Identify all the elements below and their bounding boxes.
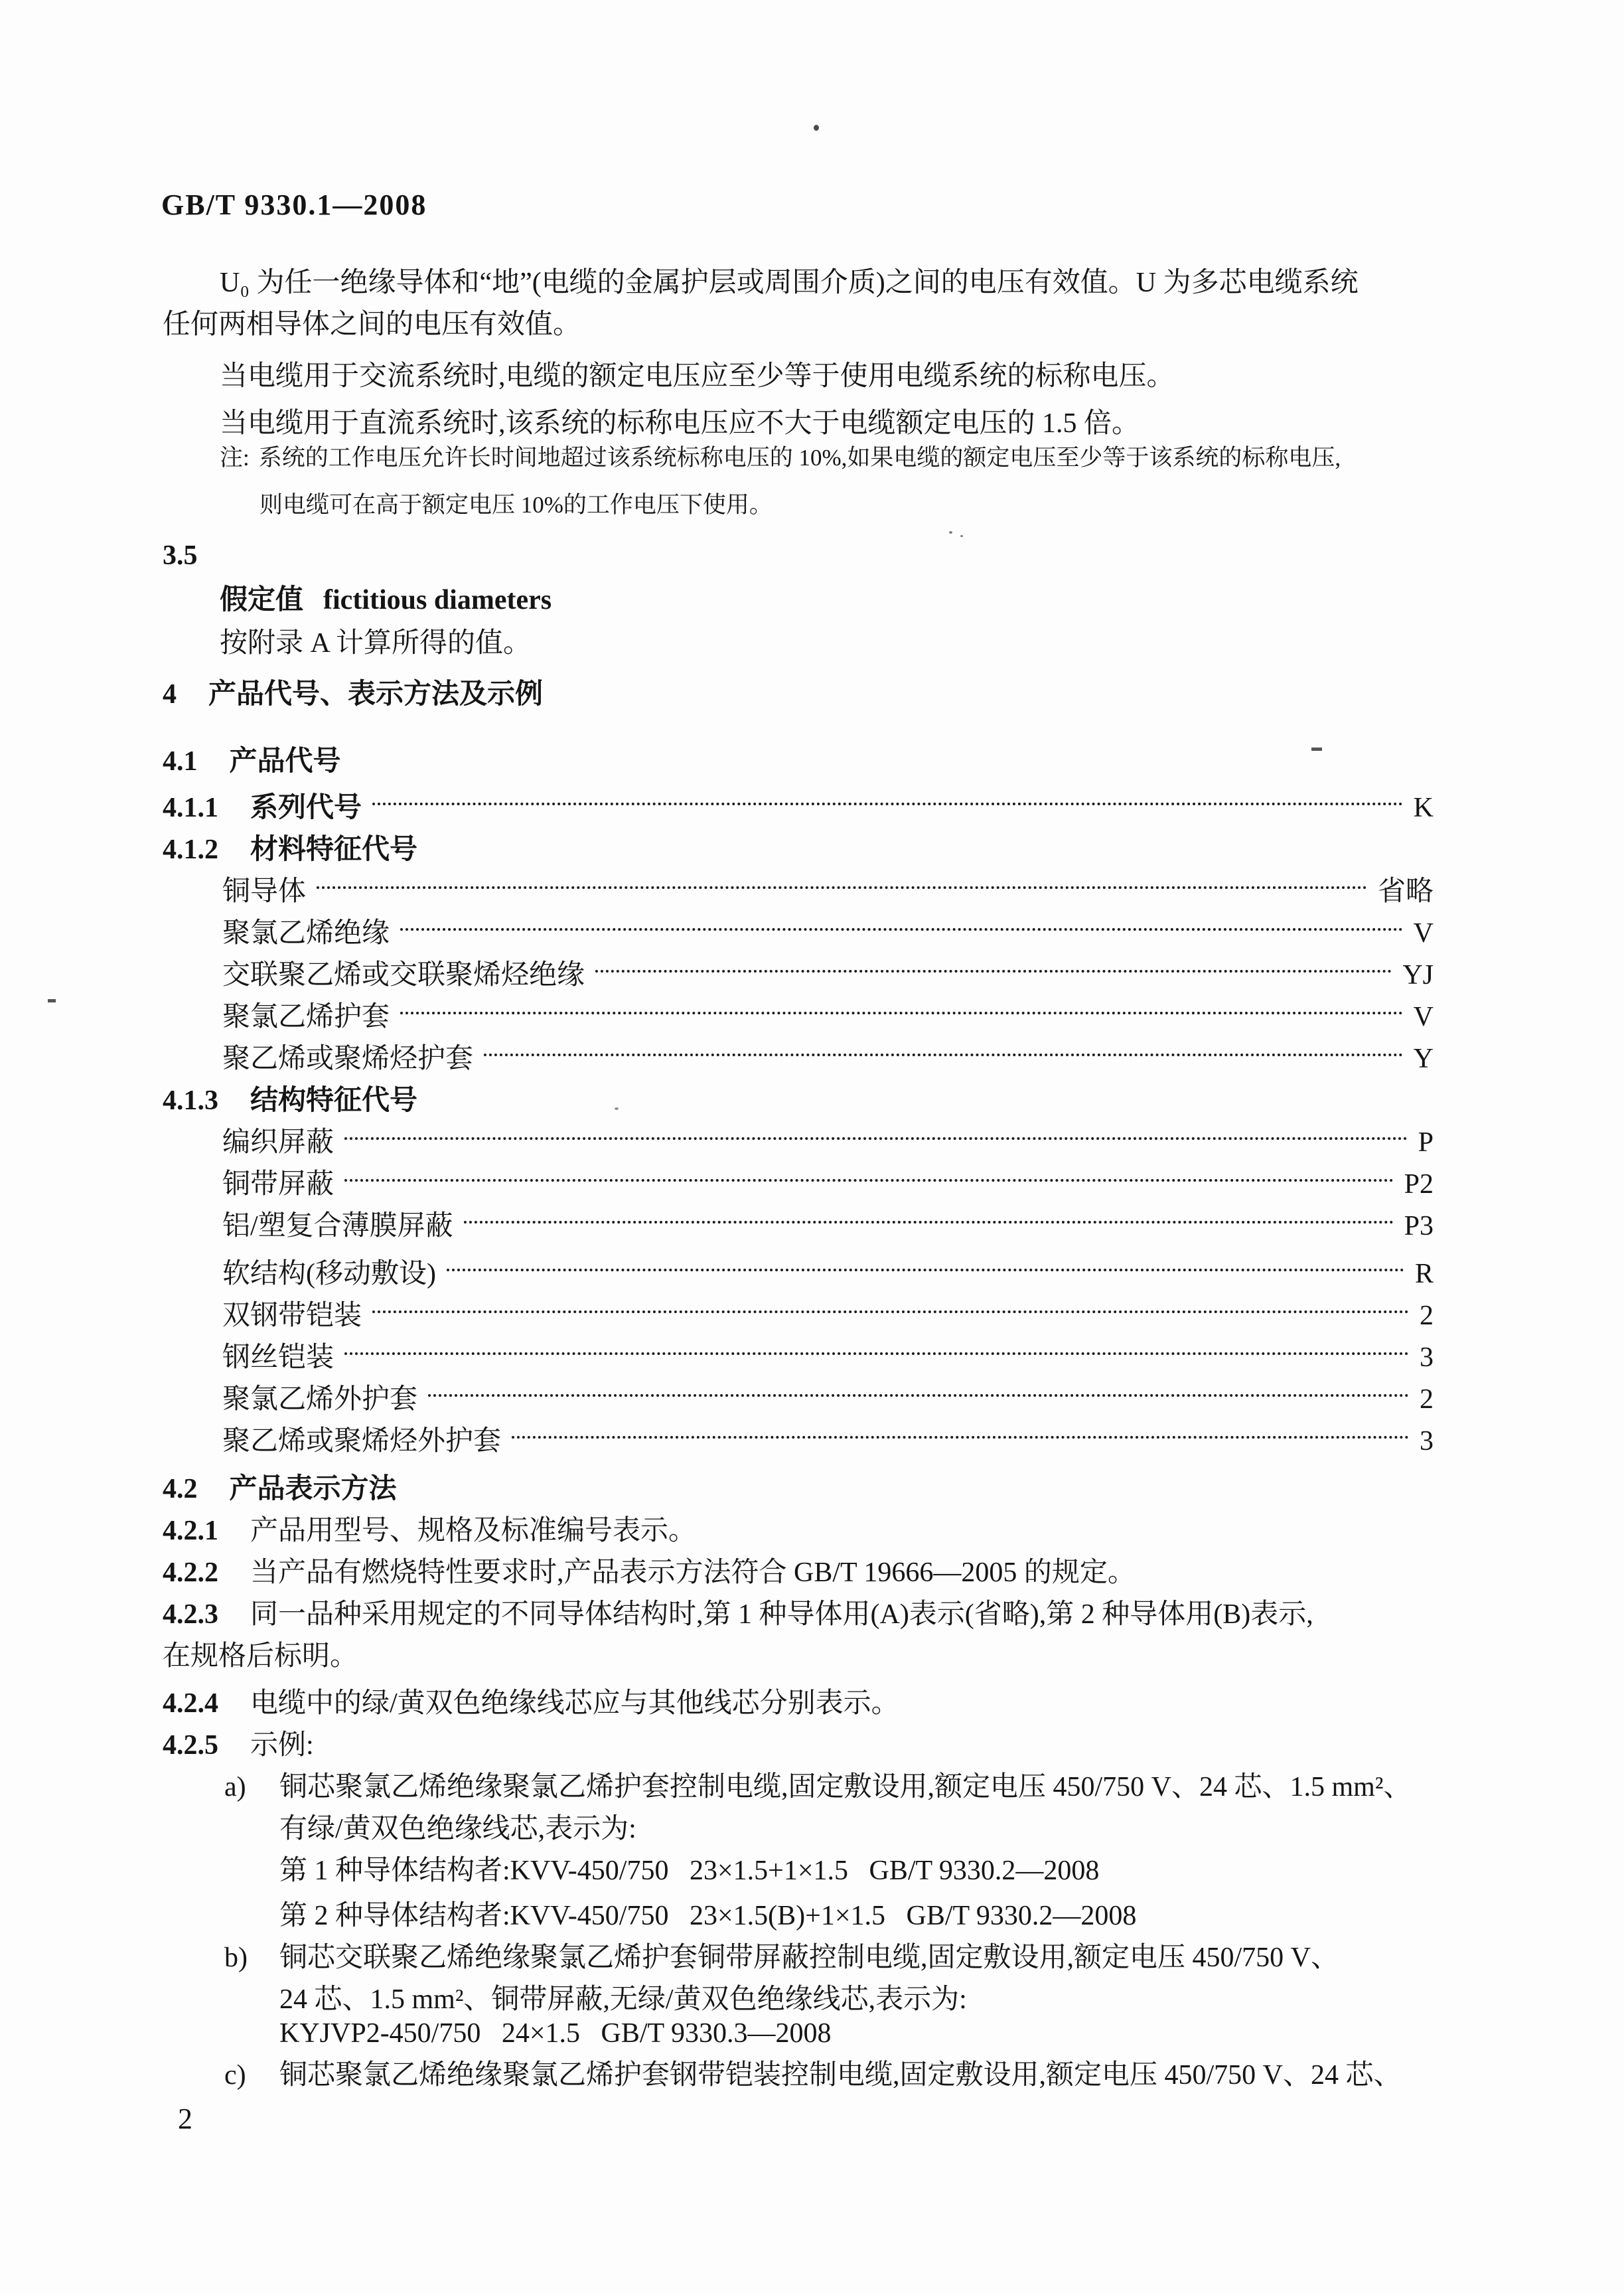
clause-number: 4.1.3 [163, 1085, 218, 1116]
dotted-leader [344, 1352, 1409, 1355]
clause-title: 产品代号、表示方法及示例 [208, 679, 544, 710]
clause-title: 产品表示方法 [229, 1474, 397, 1504]
clause-4-2-1 [163, 1510, 1596, 1552]
clause-title: 产品代号 [229, 746, 341, 777]
scan-artifact [48, 999, 56, 1002]
structure-code-row [222, 1206, 1434, 1247]
note-label: 注: [220, 445, 250, 471]
clause-3-5-number: 3.5 [163, 540, 198, 571]
code-row-label: 双钢带铠装 [222, 1301, 362, 1331]
clause-4-2-4 [163, 1683, 1596, 1725]
structure-code-row [222, 1164, 1434, 1206]
dotted-leader [512, 1436, 1409, 1439]
clause-4-2-3 [163, 1594, 1596, 1636]
material-code-row [222, 996, 1434, 1038]
example-a-line2: 有绿/黄双色绝缘线芯,表示为: [279, 1814, 636, 1844]
clause-text: 当产品有燃烧特性要求时,产品表示方法符合 GB/T 19666—2005 的规定。 [250, 1557, 1136, 1588]
note-text: 系统的工作电压允许长时间地超过该系统标称电压的 10%,如果电缆的额定电压至少等于该系统的标称电压, [258, 445, 1341, 471]
dotted-leader [344, 1179, 1394, 1182]
clause-number: 4.2.5 [163, 1730, 218, 1761]
code-row-label: 聚氯乙烯护套 [222, 1002, 390, 1032]
clause-4-1-3-heading [163, 1080, 1596, 1122]
dotted-leader [344, 1137, 1408, 1140]
code-value: 2 [1420, 1384, 1434, 1415]
clause-4-2-2 [163, 1552, 1596, 1594]
clause-4-2-5 [163, 1725, 1596, 1767]
clause-4-2-heading [163, 1468, 1596, 1510]
clause-number: 4.1.1 [163, 793, 218, 823]
scan-artifact [960, 535, 963, 537]
list-marker: a) [224, 1772, 246, 1802]
dotted-leader [372, 803, 1403, 805]
scan-artifact [1311, 748, 1322, 751]
code-row-label: 软结构(移动敷设) [222, 1259, 436, 1289]
dotted-leader [400, 1012, 1403, 1014]
clause-number: 4.2.4 [163, 1688, 218, 1719]
term-chinese: 假定值 [220, 585, 304, 615]
example-b-designation: KYJVP2-450/750 24×1.5 GB/T 9330.3—2008 [279, 2018, 832, 2049]
clause-number: 4.2.2 [163, 1557, 218, 1588]
structure-code-row [222, 1295, 1434, 1337]
clause-3-5-definition: 按附录 A 计算所得的值。 [220, 628, 532, 659]
material-code-row [222, 955, 1434, 996]
code-row-label: 聚乙烯或聚烯烃护套 [222, 1044, 474, 1074]
code-row-label: 铜带屏蔽 [222, 1169, 334, 1200]
clause-4-1-heading [163, 741, 1596, 783]
code-row-label: 钢丝铠装 [222, 1342, 334, 1373]
dotted-leader [372, 1310, 1409, 1313]
clause-number: 4.2.1 [163, 1516, 218, 1546]
example-text: 铜芯聚氯乙烯绝缘聚氯乙烯护套钢带铠装控制电缆,固定敷设用,额定电压 450/750 V、24 芯、 [279, 2060, 1402, 2091]
dotted-leader [317, 886, 1367, 889]
code-value: V [1413, 918, 1434, 949]
document-body [163, 262, 1596, 2097]
code-row-label: 铜导体 [222, 876, 307, 907]
clause-title: 系列代号 [250, 793, 362, 823]
code-value: YJ [1402, 960, 1434, 990]
code-row-label: 聚氯乙烯外护套 [222, 1384, 418, 1415]
clause-title: 结构特征代号 [250, 1085, 418, 1116]
code-value: R [1414, 1259, 1434, 1289]
example-a-designation1: 第 1 种导体结构者:KVV-450/750 23×1.5+1×1.5 GB/T 9330.2—2008 [279, 1856, 1100, 1886]
code-value: 3 [1420, 1342, 1434, 1373]
clause-4-2-3-continuation: 在规格后标明。 [163, 1641, 358, 1672]
code-row-label: 交联聚乙烯或交联聚烯烃绝缘 [222, 960, 585, 990]
code-value: Y [1413, 1044, 1434, 1074]
note-line2: 则电缆可在高于额定电压 10%的工作电压下使用。 [259, 492, 773, 518]
example-b-line2: 24 芯、1.5 mm²、铜带屏蔽,无绿/黄双色绝缘线芯,表示为: [279, 1984, 967, 2015]
clause-4-heading [163, 674, 1596, 716]
clause-title: 材料特征代号 [250, 834, 418, 865]
code-row-label: 聚乙烯或聚烯烃外护套 [222, 1426, 502, 1457]
para-dc-system: 当电缆用于直流系统时,该系统的标称电压应不大于电缆额定电压的 1.5 倍。 [220, 408, 1140, 439]
structure-code-row [222, 1253, 1434, 1295]
dotted-leader [428, 1394, 1409, 1397]
code-value: 2 [1420, 1301, 1434, 1331]
code-value: 省略 [1377, 876, 1434, 907]
structure-code-row [222, 1421, 1434, 1463]
example-c-line1 [163, 2055, 1596, 2097]
code-value: P3 [1404, 1211, 1434, 1241]
clause-number: 4 [163, 679, 177, 710]
code-row-label: 编织屏蔽 [222, 1127, 334, 1158]
para-ac-system: 当电缆用于交流系统时,电缆的额定电压应至少等于使用电缆系统的标称电压。 [220, 361, 1175, 392]
code-value: P [1418, 1127, 1434, 1158]
example-a-line1 [163, 1767, 1596, 1808]
code-value: V [1413, 1002, 1434, 1032]
standard-number-header: GB/T 9330.1—2008 [161, 189, 427, 221]
code-row-label: 聚氯乙烯绝缘 [222, 918, 390, 949]
clause-number: 4.2 [163, 1474, 198, 1504]
dotted-leader [464, 1221, 1394, 1224]
dotted-leader [400, 928, 1403, 931]
scan-artifact [615, 1107, 619, 1110]
example-text: 铜芯交联聚乙烯绝缘聚氯乙烯护套铜带屏蔽控制电缆,固定敷设用,额定电压 450/750 V、 [279, 1942, 1339, 1973]
clause-number: 4.1.2 [163, 834, 218, 865]
clause-3-5-term [163, 580, 1596, 621]
dotted-leader [595, 970, 1392, 973]
example-text: 铜芯聚氯乙烯绝缘聚氯乙烯护套控制电缆,固定敷设用,额定电压 450/750 V、24 芯、1.5 mm²、 [279, 1772, 1412, 1802]
dotted-leader [447, 1269, 1404, 1271]
example-b-line1 [163, 1937, 1596, 1979]
para-voltage-def-line2: 任何两相导体之间的电压有效值。 [163, 309, 581, 340]
code-row-label [163, 787, 362, 829]
clause-4-1-2-heading [163, 829, 1596, 871]
clause-4-1-1-series-code-row [163, 787, 1434, 829]
scan-artifact [814, 125, 819, 131]
term-english: fictitious diameters [323, 585, 552, 615]
example-a-designation2: 第 2 种导体结构者:KVV-450/750 23×1.5(B)+1×1.5 GB/T 9330.2—2008 [279, 1901, 1137, 1931]
clause-text: 产品用型号、规格及标准编号表示。 [250, 1516, 697, 1546]
code-value: 3 [1420, 1426, 1434, 1457]
clause-number: 4.1 [163, 746, 198, 777]
clause-text: 电缆中的绿/黄双色绝缘线芯应与其他线芯分别表示。 [250, 1688, 899, 1719]
code-value: P2 [1404, 1169, 1434, 1200]
clause-number: 4.2.3 [163, 1599, 218, 1630]
list-marker: b) [224, 1942, 248, 1973]
material-code-row [222, 1038, 1434, 1080]
code-row-label: 铝/塑复合薄膜屏蔽 [222, 1211, 453, 1241]
page-number: 2 [178, 2102, 192, 2135]
scan-artifact [949, 531, 952, 534]
para-voltage-def-line1: U₀ 为任一绝缘导体和“地”(电缆的金属护层或周围介质)之间的电压有效值。U 为多芯电缆系统 [220, 268, 1359, 298]
note-line1 [163, 439, 1596, 481]
clause-text: 同一品种采用规定的不同导体结构时,第 1 种导体用(A)表示(省略),第 2 种导体用(B)表示, [250, 1599, 1313, 1630]
material-code-row [222, 871, 1434, 913]
structure-code-row [222, 1379, 1434, 1421]
structure-code-row [222, 1122, 1434, 1164]
material-code-row [222, 913, 1434, 955]
structure-code-row [222, 1337, 1434, 1379]
code-value: K [1413, 793, 1434, 823]
dotted-leader [484, 1054, 1403, 1056]
list-marker: c) [224, 2060, 246, 2091]
clause-text: 示例: [250, 1730, 314, 1761]
